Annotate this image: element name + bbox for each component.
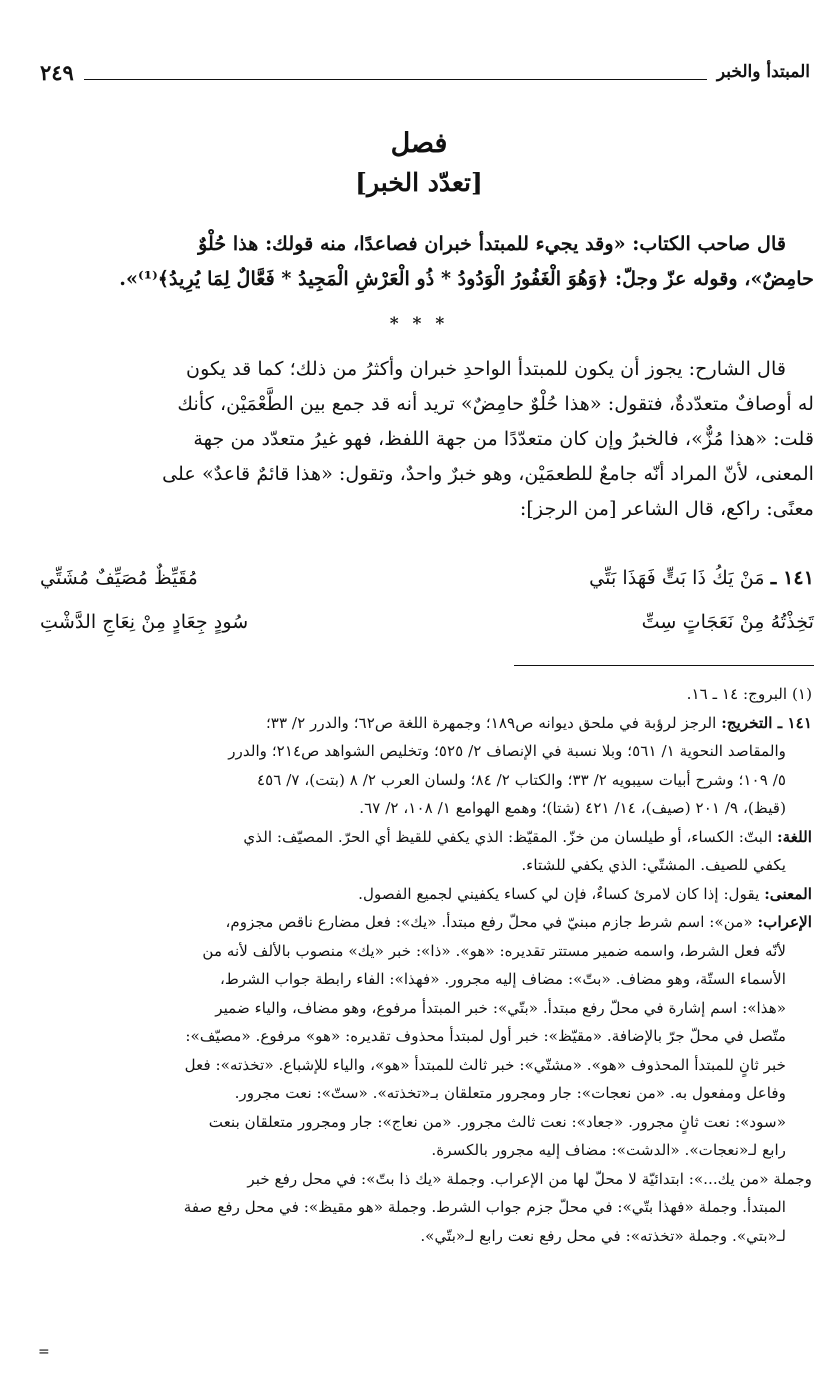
commentary-line: معنًى: راكع، قال الشاعر [من الرجز]: (519, 497, 814, 520)
verse-first-hemistich (414, 566, 814, 589)
header-rule (84, 79, 707, 80)
footnote-label: ١٤١ ـ التخريج: (721, 713, 812, 732)
footnote-line (40, 1136, 812, 1165)
footnote-line (40, 1193, 812, 1222)
separator-stars: * * * (389, 314, 449, 334)
footnote-line (40, 766, 812, 795)
running-header (40, 55, 810, 89)
footnote-text: يكفي للصيف. المشتّي: الذي يكفي للشتاء. (521, 856, 786, 874)
footnote-line (40, 1022, 812, 1051)
verse-row (40, 610, 814, 644)
footnote-text: لأنّه فعل الشرط، واسمه ضمير مستتر تقديره: «هو». «ذا»: خبر «يك» منصوب بالألف لأنه من (202, 941, 786, 960)
footnote-text: رابع لـ«نعجات». «الدشت»: مضاف إليه مجرور بالكسرة. (431, 1141, 786, 1159)
verse-second-hemistich: سُودٍ جِعَادٍ مِنْ نِعَاجِ الدَّشْتِ (40, 610, 249, 633)
page-number: ٢٤٩ (40, 59, 74, 85)
footnote-line (40, 680, 812, 709)
footnote-text: ٥/ ١٠٩؛ وشرح أبيات سيبويه ٢/ ٣٣؛ والكتاب ٢/ ٨٤؛ ولسان العرب ٢/ ٨ (بتت)، ٧/ ٤٥٦ (256, 770, 786, 789)
footnotes (40, 680, 812, 1250)
footnote-line (40, 709, 812, 738)
footnote-line (40, 880, 812, 909)
footnote-label: المعنى: (764, 884, 812, 903)
footnote-line (40, 1165, 812, 1194)
footnote-text: «هذا»: اسم إشارة في محلّ رفع مبتدأ. «بتّي»: خبر المبتدأ مرفوع، وهو مضاف، والياء ضمير (215, 998, 786, 1017)
footnote-line (40, 794, 812, 823)
footnote-line (40, 1108, 812, 1137)
hemistich-text: مَنْ يَكُ ذَا بَتٍّ فَهَذَا بَتِّي (589, 566, 765, 589)
footnote-line (40, 1079, 812, 1108)
section-heading: فصل (390, 128, 448, 159)
footnote-line (40, 965, 812, 994)
footnote-text: (قيظ)، ٩/ ٢٠١ (صيف)، ١٤/ ٤٢١ (شتا)؛ وهمع الهوامع ١/ ١٠٨، ٢/ ٦٧. (359, 799, 786, 817)
footnote-text: وفاعل ومفعول به. «من نعجات»: جار ومجرور متعلقان بـ«تخذته». «ستّ»: نعت مجرور. (234, 1084, 786, 1102)
footnote-label: الإعراب: (757, 913, 812, 931)
footnote-text: الأسماء الستّة، وهو مضاف. «بتّ»: مضاف إليه مجرور. «فهذا»: الفاء رابطة جواب الشرط، (219, 970, 786, 988)
author-quote (46, 226, 814, 296)
footnote-text: البتّ: الكساء، أو طيلسان من خزّ. المقيّظ: الذي يكفي للقيظ أي الحرّ. المصيّف: الذي (243, 827, 778, 846)
poem-verses (40, 566, 814, 646)
verse-row (40, 566, 814, 600)
footnote-text: (١) البروج: ١٤ ـ ١٦. (686, 685, 812, 703)
commentary-line: المعنى، لأنّ المراد أنّه جامعٌ للطعمَيْن، وهو خبرٌ واحدٌ، وتقول: «هذا قائمٌ قاعدٌ» على (162, 462, 814, 485)
footnote-text: يقول: إذا كان لامرئ كساءٌ، فإن لي كساء يكفيني لجميع الفصول. (358, 884, 765, 903)
commentary-line: قال الشارح: يجوز أن يكون للمبتدأ الواحدِ خبران وأكثرُ من ذلك؛ كما قد يكون (186, 357, 786, 380)
verse-first-hemistich: تَخِذْتُهُ مِنْ نَعَجَاتٍ سِتِّ (641, 610, 814, 633)
footnote-text: متّصل في محلّ جرّ بالإضافة. «مقيّظ»: خبر أول لمبتدأ محذوف تقديره: «هو» مرفوع. «مصيّف»: (185, 1027, 786, 1045)
footnote-line (40, 908, 812, 937)
footnote-line (40, 851, 812, 880)
footnote-text: «سود»: نعت ثانٍ مجرور. «جعاد»: نعت ثالث مجرور. «من نعاج»: جار ومجرور متعلقان بنعت (208, 1112, 786, 1131)
footnote-text: المبتدأ. وجملة «فهذا بتّي»: في محلّ جزم جواب الشرط. وجملة «هو مقيظ»: في محل رفع صفة (183, 1198, 786, 1216)
footnote-text: لـ«بتي». وجملة «تخذته»: في محل رفع نعت رابع لـ«بتّي». (420, 1226, 786, 1245)
footnote-line (40, 823, 812, 852)
quote-line: حامِضٌ»، وقوله عزّ وجلّ: ﴿وَهُوَ الْغَفُورُ الْوَدُودُ * ذُو الْعَرْشِ الْمَجِيدُ * فَعَّالٌ لِمَا يُرِيدُ﴾⁽¹⁾». (119, 267, 814, 290)
footnote-line (40, 937, 812, 966)
footnote-label: اللغة: (777, 827, 812, 846)
chapter-title: المبتدأ والخبر (716, 62, 810, 82)
footnote-text: «من»: اسم شرط جازم مبنيّ في محلّ رفع مبتدأ. «يك»: فعل مضارع ناقص مجزوم، (225, 913, 758, 931)
footnote-separator (514, 665, 814, 666)
footnote-line (40, 1222, 812, 1251)
footnote-line (40, 994, 812, 1023)
footnote-text: وجملة «من يك...»: ابتدائيّة لا محلّ لها من الإعراب. وجملة «يك ذا بتّ»: في محل رفع خبر (247, 1169, 812, 1188)
footnote-line (40, 1051, 812, 1080)
poem-number: ١٤١ ـ (770, 566, 814, 589)
section-subheading: [تعدّد الخبر] (355, 168, 483, 197)
margin-mark: = (38, 1344, 50, 1360)
footnote-line (40, 737, 812, 766)
footnote-text: الرجز لرؤبة في ملحق ديوانه ص١٨٩؛ وجمهرة اللغة ص٦٢؛ والدرر ٢/ ٣٣؛ (265, 713, 722, 732)
footnote-text: والمقاصد النحوية ١/ ٥٦١؛ وبلا نسبة في الإنصاف ٢/ ٥٢٥؛ وتخليص الشواهد ص٢١٤؛ والدرر (228, 742, 786, 760)
commentary-paragraph (46, 351, 814, 526)
commentary-line: قلت: «هذا مُزٌّ»، فالخبرُ وإن كان متعدّدًا من جهة اللفظ، فهو غيرُ متعدّد من جهة (193, 427, 814, 450)
verse-second-hemistich: مُقَيِّظٌ مُصَيِّفٌ مُشَتِّي (40, 566, 198, 589)
quote-line: قال صاحب الكتاب: «وقد يجيء للمبتدأ خبران فصاعدًا، منه قولك: هذا حُلْوٌ (198, 232, 786, 255)
footnote-text: خبر ثانٍ للمبتدأ المحذوف «هو». «مشتّي»: خبر ثالث للمبتدأ «هو»، والياء للإشباع. «تخذته»: فعل (184, 1055, 786, 1074)
commentary-line: له أوصافٌ متعدّدةٌ، فتقول: «هذا حُلْوٌ حامِضٌ» تريد أنه قد جمع بين الطَّعْمَيْن، كأنك (177, 392, 814, 415)
